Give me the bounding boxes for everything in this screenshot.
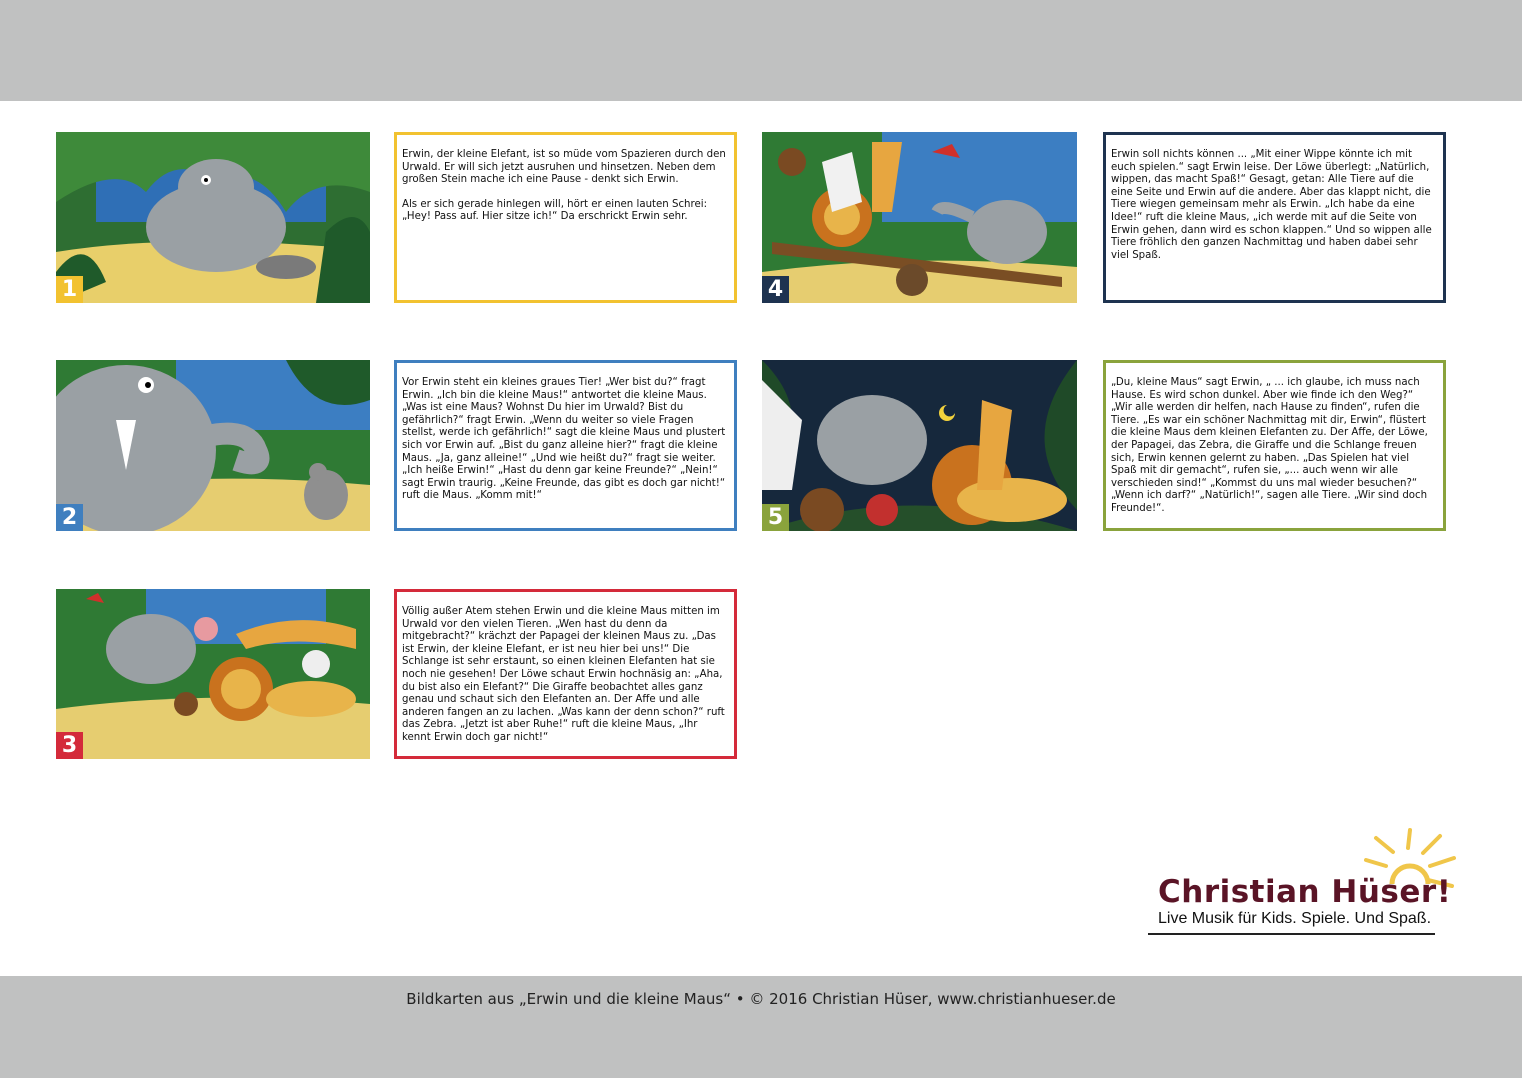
- card-2-paragraph: Vor Erwin steht ein kleines graues Tier! „Wer bist du?“ fragt Erwin. „Ich bin die kleine Maus!“ antwortet die kleine Maus. „Was ist eine Maus? Wohnst Du hier im Urwald? Bist du gefährlich?“ fragt Erwin. „Wenn du weiter so viele Fragen stellst, werde ich gefährlich!“ sagt die kleine Maus und plustert sich vor Erwin auf. „Bist du ganz alleine hier?“ fragt die kleine Maus. „Ja, ganz alleine!“ „Und wie heißt du?“ fragt sie weiter. „Ich heiße Erwin!“ „Hast du denn gar keine Freunde?“ „Nein!“ sagt Erwin traurig. „Keine Freunde, das gibt es doch gar nicht!“ ruft die Maus. „Komm mit!“: [402, 377, 726, 502]
- card-1-paragraph: Als er sich gerade hinlegen will, hört er einen lauten Schrei: „Hey! Pass auf. Hier sitze ich!“ Da erschrickt Erwin sehr.: [402, 198, 708, 223]
- card-5-illustration: [762, 360, 1077, 531]
- brand-logo: [1148, 828, 1458, 938]
- logo-tagline: Live Musik für Kids. Spiele. Und Spaß.: [1158, 910, 1432, 927]
- card-3-illustration: [56, 589, 370, 759]
- card-2-illustration: [56, 360, 370, 531]
- card-5-number: 5: [762, 504, 789, 531]
- card-1-text: [394, 132, 737, 303]
- card-3-number: 3: [56, 732, 83, 759]
- card-3-paragraph: Völlig außer Atem stehen Erwin und die kleine Maus mitten im Urwald vor den vielen Tieren. „Wen hast du denn da mitgebracht?“ krächzt der Papagei der kleinen Maus zu. „Das ist Erwin, der kleine Elefant, er ist neu hier bei uns!“ Die Schlange ist sehr erstaunt, so einen kleinen Elefanten hat sie noch nie gesehen! Der Löwe schaut Erwin hochnäsig an: „Aha, du bist also ein Elefant?“ Die Giraffe beobachtet alles ganz genau und schaut sich den Elefanten an. Der Affe und alle anderen fangen an zu lachen. „Was kann der denn schon?“ ruft das Zebra. „Jetzt ist aber Ruhe!“ ruft die kleine Maus, „Ihr kennt Erwin doch gar nicht!“: [402, 606, 725, 743]
- card-1-illustration: [56, 132, 370, 303]
- card-1-paragraph: Erwin, der kleine Elefant, ist so müde vom Spazieren durch den Urwald. Er will sich jetzt ausruhen und hinsetzen. Neben dem großen Stein mache ich eine Pause - denkt sich Erwin.: [402, 149, 726, 186]
- footer-credit: Bildkarten aus „Erwin und die kleine Maus“ • © 2016 Christian Hüser, www.christianhueser.de: [406, 990, 1116, 1008]
- card-4-paragraph: Erwin soll nichts können ... „Mit einer Wippe könnte ich mit euch spielen.“ sagt Erwin leise. Der Löwe überlegt: „Natürlich, wippen, das macht Spaß!“ Gesagt, getan: Alle Tiere auf die eine Seite und Erwin auf die andere. Aber das klappt nicht, die Tiere wiegen gemeinsam mehr als Erwin. „Ich habe da eine Idee!“ ruft die kleine Maus, „ich werde mit auf die Seite von Erwin gehen, dann wird es schon klappen.“ Und so wippen alle Tiere fröhlich den ganzen Nachmittag und haben dabei sehr viel Spaß.: [1111, 149, 1432, 261]
- card-4-illustration: [762, 132, 1077, 303]
- card-2-number: 2: [56, 504, 83, 531]
- card-5-paragraph: „Du, kleine Maus“ sagt Erwin, „ ... ich glaube, ich muss nach Hause. Es wird schon dunkel. Aber wie finde ich den Weg?“ „Wir alle werden dir helfen, nach Hause zu finden“, rufen die Tiere. „Es war ein schöner Nachmittag mit dir, Erwin“, flüstert die kleine Maus dem kleinen Elefanten zu. Der Affe, der Löwe, der Papagei, das Zebra, die Giraffe und die Schlange freuen sich, Erwin kennen gelernt zu haben. „Das Spielen hat viel Spaß mit dir gemacht“, rufen sie, „... auch wenn wir alle verschieden sind!“ „Kommst du uns mal wieder besuchen?“ „Wenn ich darf?“ „Natürlich!“, sagen alle Tiere. „Wir sind doch Freunde!“.: [1111, 377, 1428, 514]
- logo-name: Christian Hüser!: [1158, 874, 1452, 910]
- card-2-text: [394, 360, 737, 531]
- top-band: [0, 0, 1522, 101]
- card-4-number: 4: [762, 276, 789, 303]
- card-4-text: [1103, 132, 1446, 303]
- card-3-text: [394, 589, 737, 759]
- card-5-text: [1103, 360, 1446, 531]
- logo-underline: [1148, 933, 1435, 935]
- card-1-number: 1: [56, 276, 83, 303]
